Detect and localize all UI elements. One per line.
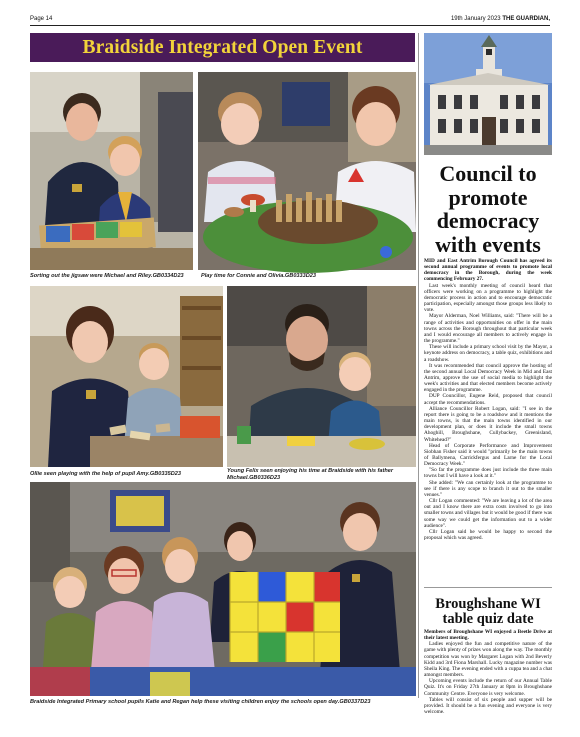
photo-jigsaw-boys xyxy=(30,72,193,270)
page-number: Page 14 xyxy=(30,16,53,22)
photo-play-time xyxy=(198,72,416,270)
caption-play-time: Play time for Connie and Olivia.GB0333D23 xyxy=(201,273,317,279)
photo-ollie-amy xyxy=(30,286,223,467)
folio-rule xyxy=(30,25,550,26)
story-paragraph: Tables will consist of six people and supper will be provided. It should be a fun evening and everyone is very welcome. xyxy=(424,696,552,716)
story-paragraph: Head of Corporate Performance and Improvement Siobhan Fisher said it would "primarily be the main towns of Ballymena, Carrickfergus and Larne for the Local Democracy Week." xyxy=(424,442,552,468)
photo-town-hall xyxy=(424,33,552,155)
issue-dateline xyxy=(451,16,550,22)
story-paragraph: Cllr Logan said he would be happy to second the proposal which was agreed. xyxy=(424,528,552,542)
story-paragraph: Last week's monthly meeting of council heard that officers were working on a programme to highlight the democratic process in action and to encourage democratic participation, especially amongst those groups less likely to vote. xyxy=(424,282,552,314)
story-paragraph: Members of Broughshane WI enjoyed a Beetle Drive at their latest meeting. xyxy=(424,629,552,642)
story-paragraph: These will include a primary school visit by the Mayor, a keynote address on democracy, a table quiz, exhibitions and a roadshow. xyxy=(424,344,552,363)
story-table-quiz xyxy=(424,629,552,716)
issue-date: 19th January 2023 xyxy=(450,16,501,22)
story-paragraph: "So far the programme does just include the three main towns but I will have a look at it." xyxy=(424,467,552,480)
caption-jigsaw: Sorting out the jigsaw were Michael and Riley.GB0334D23 xyxy=(30,273,184,279)
paper-name: THE GUARDIAN, xyxy=(502,16,550,22)
story-paragraph: Cllr Logan commented: "We are leaving a lot of the area out and I know there are extra costs involved to go into smaller towns and villages but it would be good if there was some way we could get the information out to a wider audience". xyxy=(424,498,552,529)
story-divider xyxy=(424,587,552,588)
story-paragraph: Alliance Councillor Robert Logan, said: "I see in the report there is going to be a roadshow and it mentions the main towns, is that the main towns identified in our development plan, or does it include the small towns Ahoghill, Broughshane, Cullybackey, Greenisland, Whitehead?" xyxy=(424,405,552,443)
story-paragraph: DUP Councillor, Eugene Reid, proposed that council accept the recommendations. xyxy=(424,393,552,406)
story-paragraph: Ladies enjoyed the fun and competitive nature of the game with plenty of prizes won along the way. The monthly competition was won by Margaret Logan with 2nd Beverly Kidd and 3rd Fiona Marshall. Lucky magazine number was Sheila King. The evening ended with a cuppa tea and a chat amongst members. xyxy=(424,641,552,679)
photo-felix-father xyxy=(227,286,416,467)
caption-group-visitors: Braidside Integrated Primary school pupils Katie and Regan help these visiting children enjoy the schools open day.GB0337D23 xyxy=(30,699,371,705)
story-paragraph: Mayor Alderman, Noel Williams, said: "There will be a range of activities and opportunities on offer in the main towns across the Borough throughout that particular week and I would encourage all members to actively engage in the programme." xyxy=(424,313,552,345)
open-event-banner xyxy=(30,33,415,62)
story-paragraph: MID and East Antrim Borough Council has agreed its second annual programme of events to promote local democracy in the Borough, during the week commencing February 27. xyxy=(424,258,552,283)
story-paragraph: It was recommended that council approve the hosting of the second annual Local Democracy Week in Mid and East Antrim, approve the use of social media to highlight the week's activities and that elected members become actively engaged in the programme. xyxy=(424,362,552,394)
headline-democracy: Council to promote democracy with events xyxy=(435,161,541,257)
caption-ollie-amy: Ollie seen playing with the help of pupil Amy.GB0335D23 xyxy=(30,471,181,477)
banner-title: Braidside Integrated Open Event xyxy=(82,36,363,58)
caption-felix-father: Young Felix seen enjoying his time at Braidside with his father Michael.GB0336D23 xyxy=(227,468,394,481)
column-rule xyxy=(418,33,419,698)
story-paragraph: She added: "We can certainly look at the programme to see if there is any scope to branch it out to the smaller venues." xyxy=(424,479,552,498)
story-paragraph: Upcoming events include the return of our Annual Table Quiz. It's on Friday 27th January at 8pm in Broughshane Community Centre. Everyone is very welcome. xyxy=(424,678,552,697)
headline-table-quiz: Broughshane WI table quiz date xyxy=(435,596,541,627)
photo-group-visitors xyxy=(30,482,416,696)
story-democracy xyxy=(424,258,552,585)
